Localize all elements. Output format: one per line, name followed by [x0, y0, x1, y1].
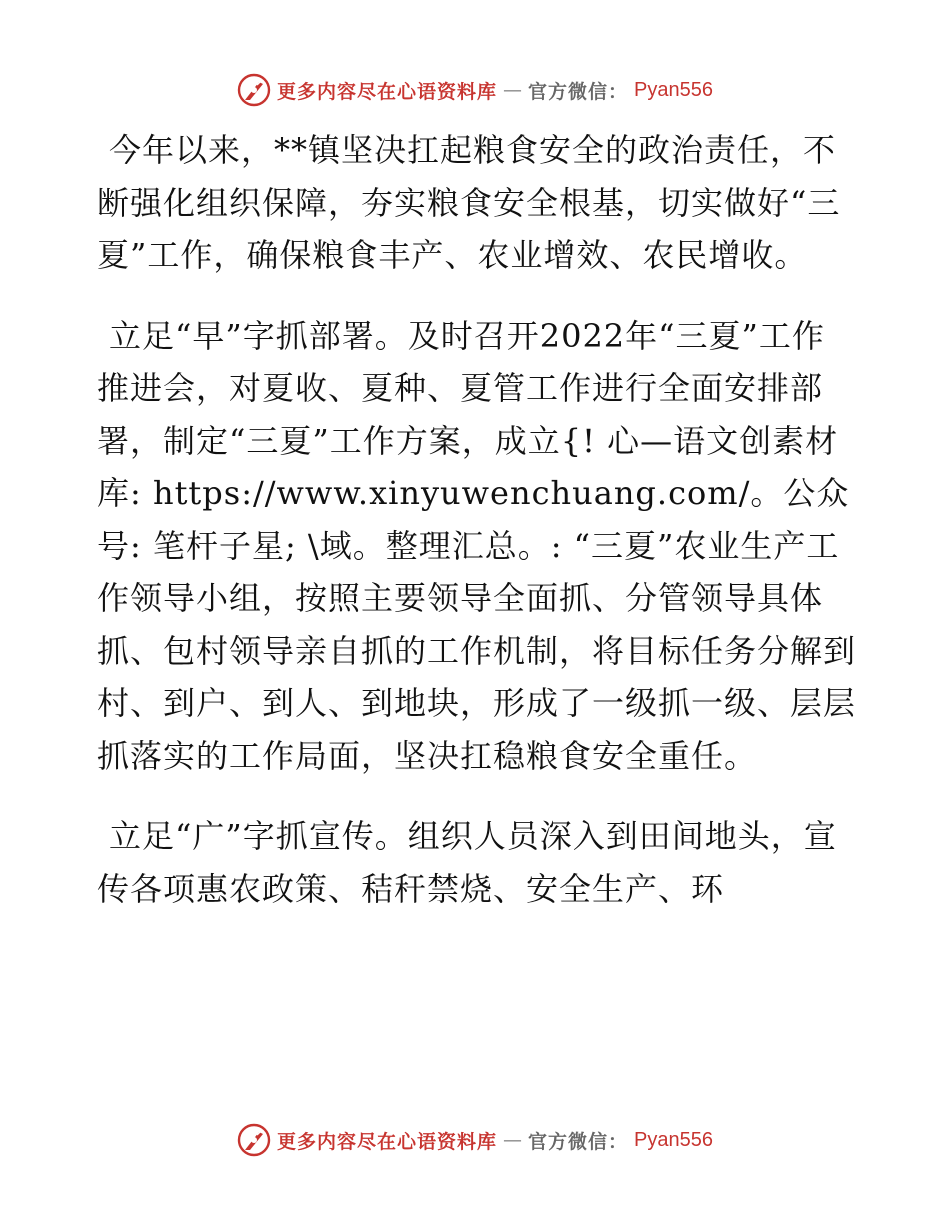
- watermark-separator: —: [503, 1129, 523, 1151]
- paragraph-deployment: 立足“早”字抓部署。及时召开2022年“三夏”工作推进会，对夏收、夏种、夏管工作进行全面安排部署，制定“三夏”工作方案，成立{! 心—语文创素材库: https://www.xinyuwenchuang.com/。公众号: 笔杆子星; \域。整理汇总。: “三夏”农业生产工作领导小组，按照主要领导全面抓、分管领导具体抓、包村领导亲自抓的工作机制，将目标任务分解到村、到户、到人、到地块，形成了一级抓一级、层层抓落实的工作局面，坚决扛稳粮食安全重任。: [97, 316, 857, 775]
- quill-pen-logo-icon: [237, 73, 271, 107]
- watermark-separator: —: [503, 79, 523, 101]
- watermark-wechat-label: 官方微信：: [528, 1130, 629, 1153]
- quill-pen-logo-icon: [237, 1123, 271, 1157]
- watermark-wechat-label: 官方微信：: [528, 80, 629, 103]
- document-body: [97, 124, 857, 943]
- header-watermark: [0, 70, 950, 110]
- paragraph-publicity: 立足“广”字抓宣传。组织人员深入到田间地头，宣传各项惠农政策、秸秆禁烧、安全生产、环: [97, 817, 837, 908]
- paragraph-intro: 今年以来，**镇坚决扛起粮食安全的政治责任，不断强化组织保障，夯实粮食安全根基，切实做好“三夏”工作，确保粮食丰产、农业增效、农民增收。: [97, 131, 841, 274]
- watermark-wechat-id: Pyan556: [634, 78, 713, 101]
- watermark-brand-text: 更多内容尽在心语资料库: [277, 1130, 498, 1153]
- footer-watermark: [0, 1120, 950, 1160]
- watermark-brand-text: 更多内容尽在心语资料库: [277, 80, 498, 103]
- watermark-wechat-id: Pyan556: [634, 1128, 713, 1151]
